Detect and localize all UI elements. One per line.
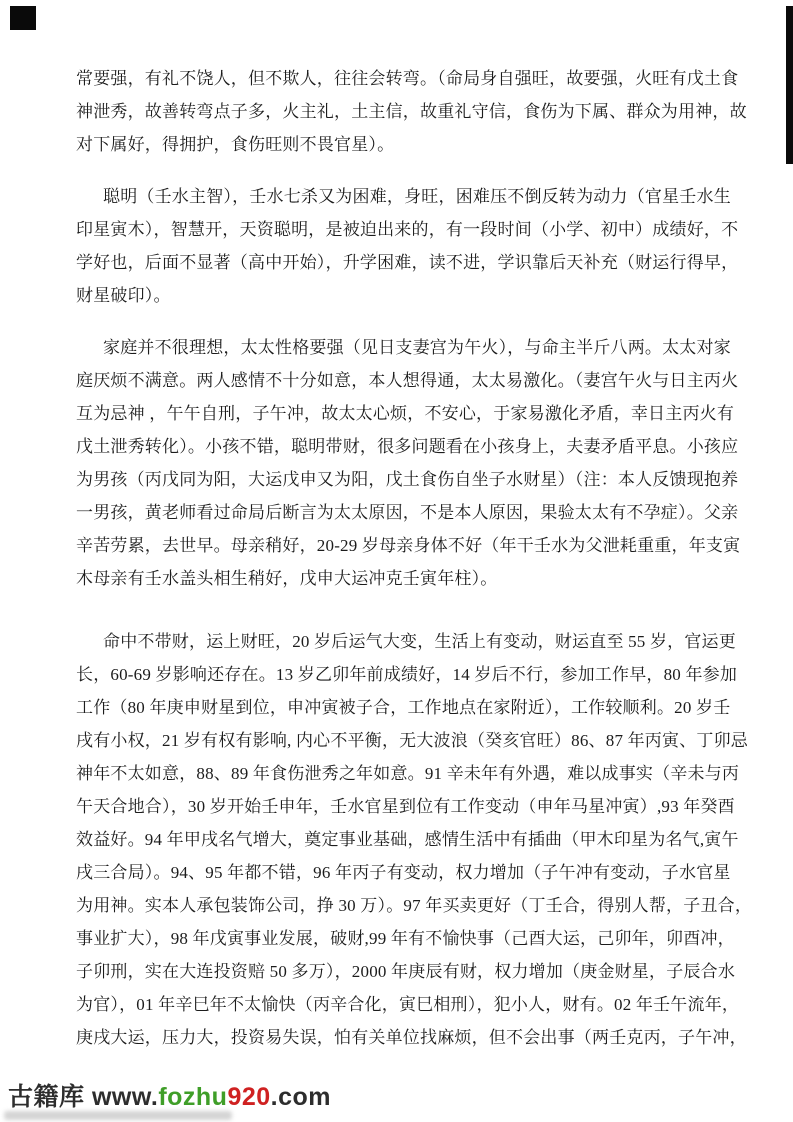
watermark-ghost-line bbox=[4, 1111, 232, 1120]
text-line: 一男孩，黄老师看过命局后断言为太太原因，不是本人原因，果验太太有不孕症）。父亲 bbox=[76, 503, 739, 522]
text-line: 戊土泄秀转化）。小孩不错，聪明带财，很多问题看在小孩身上，夫妻矛盾平息。小孩应 bbox=[76, 437, 739, 456]
paragraph-1 bbox=[76, 62, 747, 161]
paragraph-2 bbox=[76, 180, 739, 312]
text-line: 常要强，有礼不饶人，但不欺人，往往会转弯。（命局身自强旺，故要强，火旺有戊土食 bbox=[76, 69, 739, 88]
text-line: 命中不带财，运上财旺，20 岁后运气大变，生活上有变动，财运直至 55 岁，官运更 bbox=[103, 632, 736, 651]
text-line: 事业扩大），98 年戊寅事业发展，破财,99 年有不愉快事（己酉大运，己卯年，卯酉冲， bbox=[76, 929, 735, 948]
watermark-url-green: fozhu bbox=[158, 1083, 228, 1111]
text-line: 为用神。实本人承包装饰公司，挣 30 万）。97 年买卖更好（丁壬合，得别人帮，子丑合， bbox=[76, 896, 753, 915]
text-line: 为男孩（丙戊同为阳，大运戊申又为阳，戊土食伤自坐子水财星）（注：本人反馈现抱养 bbox=[76, 470, 739, 489]
text-line: 戌三合局）。94、95 年都不错，96 年丙子有变动，权力增加（子午冲有变动，子水官星 bbox=[76, 863, 731, 882]
text-line: 子卯刑，实在大连投资赔 50 多万），2000 年庚辰有财，权力增加（庚金财星，子辰合水 bbox=[76, 962, 736, 981]
text-line: 效益好。94 年甲戌名气增大，奠定事业基础，感情生活中有插曲（甲木印星为名气,寅午 bbox=[76, 830, 739, 849]
scan-artifact-right-edge bbox=[786, 6, 793, 164]
text-line: 财星破印）。 bbox=[76, 286, 171, 305]
text-line: 印星寅木），智慧开，天资聪明，是被迫出来的，有一段时间（小学、初中）成绩好，不 bbox=[76, 220, 739, 239]
text-line: 互为忌神 ，午午自刑，子午冲，故太太心烦，不安心，于家易激化矛盾，幸日主丙火有 bbox=[76, 404, 735, 423]
text-line: 家庭并不很理想，太太性格要强（见日支妻宫为午火），与命主半斤八两。太太对家 bbox=[103, 338, 731, 357]
watermark-url-red: 920 bbox=[227, 1083, 271, 1111]
scan-artifact-top-left bbox=[10, 6, 36, 30]
watermark-logo bbox=[8, 1077, 331, 1113]
paragraph-4 bbox=[76, 625, 753, 1054]
text-line: 工作（80 年庚申财星到位，申冲寅被子合，工作地点在家附近），工作较顺利。20 岁壬 bbox=[76, 698, 731, 717]
text-line: 聪明（壬水主智），壬水七杀又为困难，身旺，困难压不倒反转为动力（官星壬水生 bbox=[103, 187, 731, 206]
watermark-url-suffix: .com bbox=[270, 1083, 332, 1111]
text-line: 戌有小权，21 岁有权有影响, 内心不平衡，无大波浪（癸亥官旺）86、87 年丙寅、丁卯忌 bbox=[76, 731, 748, 750]
text-line: 神年不太如意，88、89 年食伤泄秀之年如意。91 辛未年有外遇，难以成事实（辛未与丙 bbox=[76, 764, 740, 783]
text-line: 午天合地合），30 岁开始壬申年，壬水官星到位有工作变动（申年马星冲寅）,93 年癸酉 bbox=[76, 797, 735, 816]
text-line: 对下属好，得拥护，食伤旺则不畏官星）。 bbox=[76, 135, 395, 154]
text-line: 庚戌大运，压力大，投资易失误，怕有关单位找麻烦，但不会出事（两壬克丙，子午冲， bbox=[76, 1028, 747, 1047]
text-line: 为官），01 年辛巳年不太愉快（丙辛合化，寅巳相刑），犯小人，财有。02 年壬午流年， bbox=[76, 995, 740, 1014]
paragraph-3 bbox=[76, 331, 741, 595]
watermark-sitename: 古籍库 www. bbox=[8, 1083, 159, 1111]
text-line: 辛苦劳累，去世早。母亲稍好，20-29 岁母亲身体不好（年干壬水为父泄耗重重，年支寅 bbox=[76, 536, 741, 555]
document-text bbox=[76, 62, 753, 1054]
text-line: 庭厌烦不满意。两人感情不十分如意，本人想得通，太太易激化。（妻宫午火与日主丙火 bbox=[76, 371, 739, 390]
text-line: 神泄秀，故善转弯点子多，火主礼，土主信，故重礼守信，食伤为下属、群众为用神，故 bbox=[76, 102, 747, 121]
text-line: 长，60-69 岁影响还存在。13 岁乙卯年前成绩好，14 岁后不行，参加工作早，80 年参加 bbox=[76, 665, 738, 684]
text-line: 木母亲有壬水盖头相生稍好，戊申大运冲克壬寅年柱）。 bbox=[76, 569, 498, 588]
text-line: 学好也，后面不显著（高中开始），升学困难，读不进，学识靠后天补充（财运行得早， bbox=[76, 253, 739, 272]
